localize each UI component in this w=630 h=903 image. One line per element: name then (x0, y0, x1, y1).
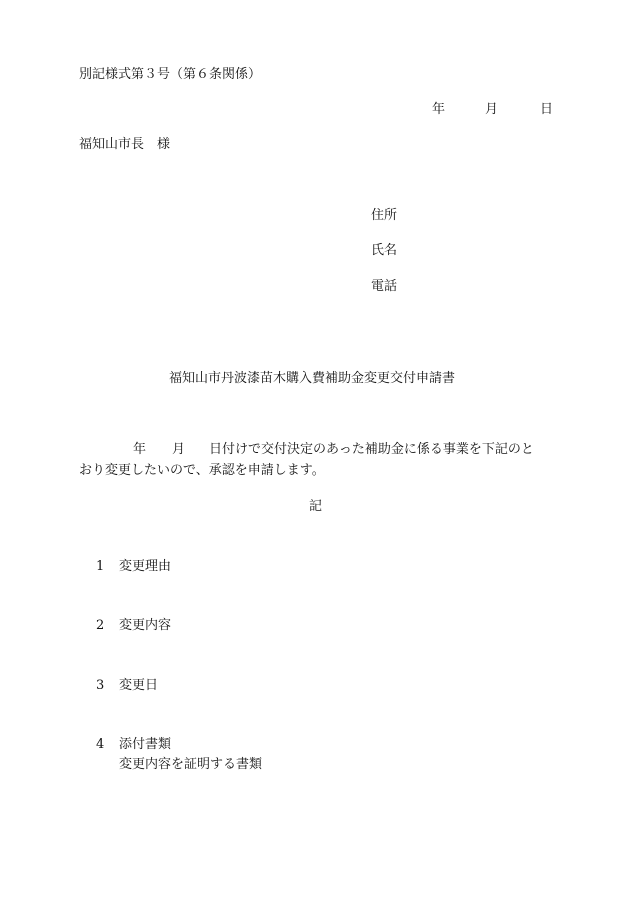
body-month-label: 月 (172, 442, 186, 457)
item-number: 2 (96, 618, 105, 633)
body-line1-text: 日付けで交付決定のあった補助金に係る事業を下記のと (209, 442, 534, 457)
form-label: 別記様式第３号（第６条関係） (79, 67, 262, 82)
body-line2-text: おり変更したいので、承認を申請します。 (79, 463, 325, 478)
addressee: 福知山市長 様 (79, 137, 171, 152)
document-title: 福知山市丹波漆苗木購入費補助金変更交付申請書 (169, 371, 456, 386)
applicant-name-label: 氏名 (371, 243, 398, 258)
item-label: 添付書類 (119, 737, 172, 752)
item-label: 変更理由 (119, 559, 172, 574)
applicant-address-label: 住所 (371, 208, 398, 223)
date-year-label: 年 (432, 102, 446, 117)
item-label: 変更内容 (119, 618, 172, 633)
item-number: 3 (96, 678, 105, 693)
item-number: 4 (96, 737, 105, 752)
item-sublabel: 変更内容を証明する書類 (119, 757, 263, 772)
body-year-label: 年 (133, 442, 147, 457)
item-number: 1 (96, 559, 105, 574)
date-month-label: 月 (485, 102, 499, 117)
applicant-phone-label: 電話 (371, 279, 398, 294)
item-label: 変更日 (119, 678, 159, 693)
ki-heading: 記 (309, 499, 323, 514)
date-day-label: 日 (540, 102, 554, 117)
